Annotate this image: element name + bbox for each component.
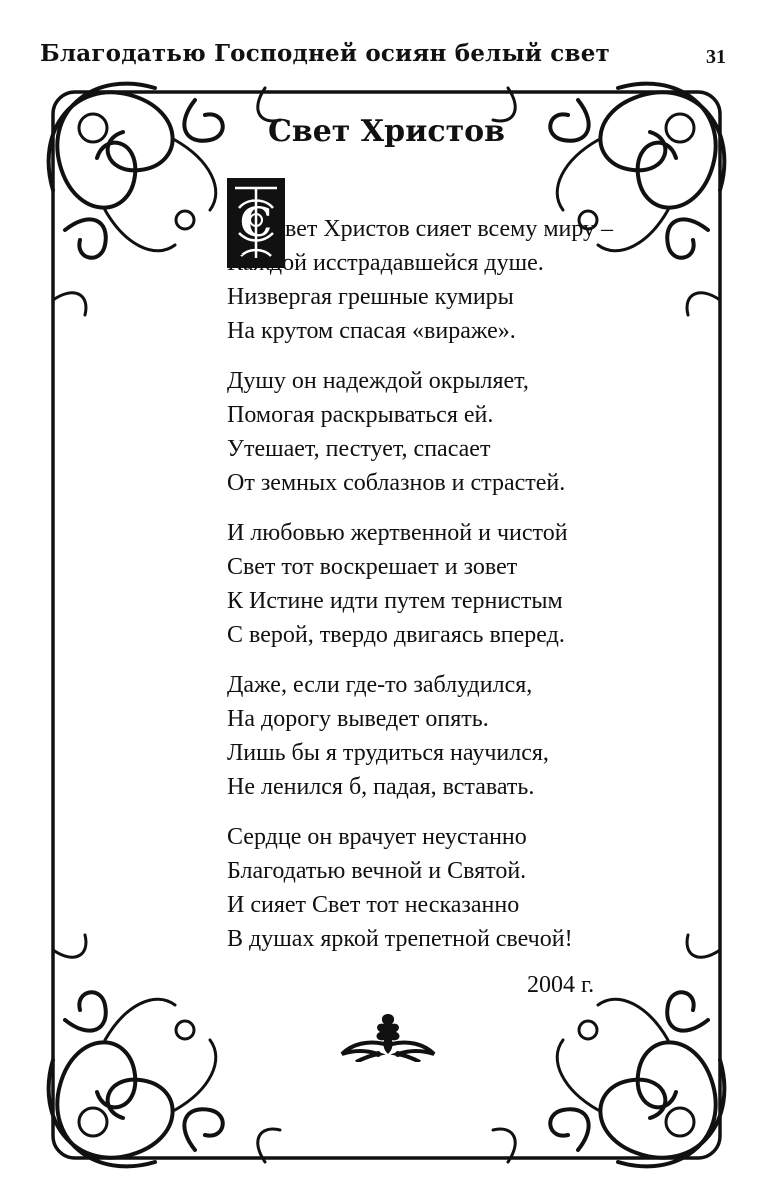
poem-line: Душу он надеждой окрыляет, [227,368,529,394]
stanza [227,364,613,500]
poem-line: На дорогу выведет опять. [227,706,489,732]
poem-line: Даже, если где-то заблудился, [227,672,533,698]
poem-line: В душах яркой трепетной свечой! [227,926,573,952]
poem-date: 2004 г. [527,972,595,998]
poem-line: Свет тот воскрешает и зовет [227,554,518,580]
poem-line: На крутом спасая «вираже». [227,318,516,344]
poem-line: Каждой исстрадавшейся душе. [227,250,544,276]
poem-line: вет Христов сияет всему миру – [285,216,614,242]
poem-title: Свет Христов [267,114,506,149]
poem-body [227,212,613,972]
poem-line: И сияет Свет тот несказанно [227,892,520,918]
floral-ornament [338,1010,438,1062]
poem-line: От земных соблазнов и страстей. [227,470,566,496]
poem-line: Лишь бы я трудиться научился, [227,740,549,766]
running-title: Благодатью Господней осиян белый свет [40,40,610,67]
poem-line: Не ленился б, падая, вставать. [227,774,535,800]
page-number: 31 [706,46,726,68]
dropcap-letter: С [240,199,272,246]
poem-line: К Истине идти путем тернистым [227,588,563,614]
poem-line: С верой, твердо двигаясь вперед. [227,622,565,648]
poem-line: Сердце он врачует неустанно [227,824,527,850]
stanza [227,516,613,652]
poem-line: Низвергая грешные кумиры [227,284,514,310]
stanza [227,820,613,956]
stanza [227,212,613,348]
poem-line: Утешает, пестует, спасает [227,436,491,462]
poem-line: Помогая раскрываться ей. [227,402,494,428]
poem-line: И любовью жертвенной и чистой [227,520,568,546]
poem-line: Благодатью вечной и Святой. [227,858,527,884]
stanza [227,668,613,804]
